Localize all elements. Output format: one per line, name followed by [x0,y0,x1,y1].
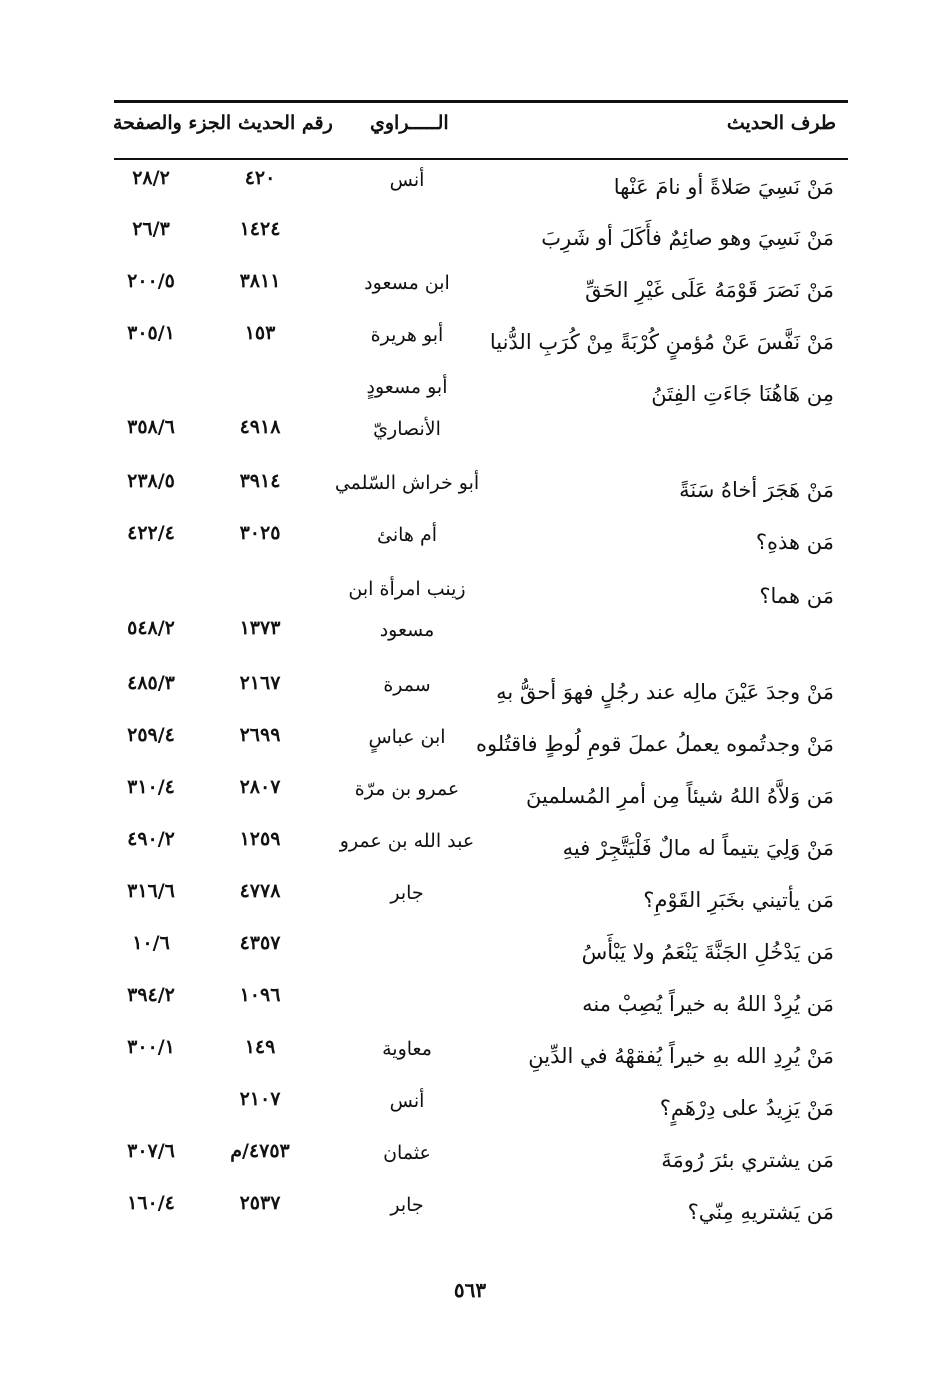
volume-page-cell: ٥٤٨/٢ [127,617,175,639]
number-cell: ٢٦٩٩ [239,724,281,746]
table-row [0,1086,940,1138]
number-cell: ١٤٢٤ [239,218,281,240]
hadith-cell: مَنْ وجدَ عَيْنَ مالِه عند رجُلٍ فهوَ أحقُّ بهِ [496,680,834,704]
volume-page-cell: ٣٠٧/٦ [127,1140,175,1162]
rawi-cell: جابر [390,882,424,904]
table-row [0,722,940,774]
number-cell: ٤٧٥٣/م [230,1140,290,1162]
header-hadith: طرف الحديث [726,112,836,134]
number-cell: ٢١٠٧ [239,1088,281,1110]
table-row [0,414,940,466]
table-row [0,774,940,826]
hadith-cell: مَنْ هَجَرَ أخاهُ سَنَةً [679,478,834,502]
number-cell: ٤٩١٨ [239,416,281,438]
table-row [0,165,940,217]
table-row [0,520,940,572]
volume-page-cell: ٣١٦/٦ [127,880,175,902]
volume-page-cell: ٣١٠/٤ [127,776,175,798]
rawi-cell: أبو مسعودٍ [366,376,448,398]
number-cell: ١٤٩ [244,1036,276,1058]
table-row [0,878,940,930]
hadith-cell: مَنْ وجدتُموه يعملُ عملَ قومِ لُوطٍ فاقتُلوه [475,732,834,756]
volume-page-cell: ٣٩٤/٢ [127,984,175,1006]
rawi-cell: ابن عباسٍ [368,726,446,748]
hadith-cell: مِن هَاهُنَا جَاءَتِ الفِتَنُ [651,382,834,406]
rawi-cell: مسعود [379,619,435,641]
volume-page-cell: ٢٨/٢ [132,167,170,189]
rawi-cell: جابر [390,1194,424,1216]
hadith-cell: مَن هما؟ [759,584,834,608]
header-rawi: الـــــراوي [370,112,449,134]
hadith-cell: مَنْ نَسِيَ وهو صائِمٌ فأَكَلَ أو شَرِبَ [541,226,834,250]
number-cell: ٤٢٠ [244,167,276,189]
rawi-cell: أنس [389,169,425,191]
volume-page-cell: ٢٠٠/٥ [127,270,175,292]
hadith-cell: مَن يأتيني بخَبَرِ القَوْمِ؟ [643,888,834,912]
number-cell: ٣٠٢٥ [239,522,281,544]
table-row [0,320,940,372]
rawi-cell: أبو هريرة [370,324,444,346]
table-row [0,930,940,982]
rawi-cell: أنس [389,1090,425,1112]
hadith-cell: مَن يشتري بئرَ رُومَةَ [661,1148,834,1172]
hadith-cell: مَنْ يَزِيدُ على دِرْهَمٍ؟ [659,1096,834,1120]
number-cell: ١٣٧٣ [239,617,281,639]
rawi-cell: زينب امرأة ابن [348,578,466,600]
number-cell: ٢٥٣٧ [239,1192,281,1214]
volume-page-cell: ٣٠٥/١ [127,322,175,344]
rawi-cell: ابن مسعود [364,272,450,294]
table-row [0,1190,940,1242]
header-rule [114,158,848,160]
table-row [0,826,940,878]
rawi-cell: سمرة [383,674,431,696]
hadith-cell: مَنْ وَلِيَ يتيماً له مالٌ فَلْيَتَّجِرْ فيهِ [562,836,834,860]
rawi-cell: عثمان [383,1142,431,1164]
number-cell: ١٢٥٩ [239,828,281,850]
hadith-cell: مَنْ نَسِيَ صَلاةً أو نامَ عَنْها [613,175,834,199]
rawi-cell: أم هانئ [376,524,437,546]
rawi-cell: أبو خراش السّلمي [334,472,480,494]
header-volume-page: الجزء والصفحة [113,112,232,134]
hadith-cell: مَن وَلاَّهُ اللهُ شيئاً مِن أمرِ المُسلمينَ [526,784,834,808]
table-row [0,1034,940,1086]
table-row [0,468,940,520]
volume-page-cell: ١٠/٦ [132,932,170,954]
table-row [0,216,940,268]
volume-page-cell: ٤٩٠/٢ [127,828,175,850]
number-cell: ١٥٣ [244,322,276,344]
volume-page-cell: ٤٨٥/٣ [127,672,175,694]
rawi-cell: عمرو بن مرّة [354,778,460,800]
rawi-cell: الأنصاريّ [373,418,441,440]
hadith-cell: مَنْ نَفَّسَ عَنْ مُؤمنٍ كُرْبَةً مِنْ كُرَبِ الدُّنيا [489,330,834,354]
number-cell: ٢٨٠٧ [239,776,281,798]
hadith-cell: مَن يَشتريهِ مِنّي؟ [687,1200,834,1224]
volume-page-cell: ٢٥٩/٤ [127,724,175,746]
table-row [0,1138,940,1190]
number-cell: ٣٨١١ [239,270,281,292]
hadith-cell: مَن يُرِدْ اللهُ به خيراً يُصِبْ منه [582,992,834,1016]
rawi-cell: عبد الله بن عمرو [339,830,475,852]
volume-page-cell: ٣٥٨/٦ [127,416,175,438]
number-cell: ٢١٦٧ [239,672,281,694]
volume-page-cell: ٢٦/٣ [132,218,170,240]
table-row [0,670,940,722]
rawi-cell: معاوية [382,1038,432,1060]
number-cell: ٤٧٧٨ [239,880,281,902]
table-row [0,982,940,1034]
table-row [0,615,940,667]
hadith-cell: مَنْ نَصَرَ قَوْمَهُ عَلَى غَيْرِ الحَقِّ [585,278,834,302]
number-cell: ٣٩١٤ [239,470,281,492]
volume-page-cell: ٣٠٠/١ [127,1036,175,1058]
volume-page-cell: ٤٢٢/٤ [127,522,175,544]
hadith-cell: مَنْ يُرِدِ الله بهِ خيراً يُفقهْهُ في الدِّينِ [528,1044,834,1068]
number-cell: ٤٣٥٧ [239,932,281,954]
volume-page-cell: ٢٣٨/٥ [127,470,175,492]
top-rule [114,100,848,103]
hadith-cell: مَن يَدْخُلِ الجَنَّةَ يَنْعَمُ ولا يَبْأَسُ [581,940,834,964]
number-cell: ١٠٩٦ [239,984,281,1006]
hadith-cell: مَن هذهِ؟ [755,530,834,554]
table-row [0,268,940,320]
header-number: رقم الحديث [238,112,333,134]
page-number: ٥٦٣ [453,1278,487,1302]
volume-page-cell: ١٦٠/٤ [127,1192,175,1214]
